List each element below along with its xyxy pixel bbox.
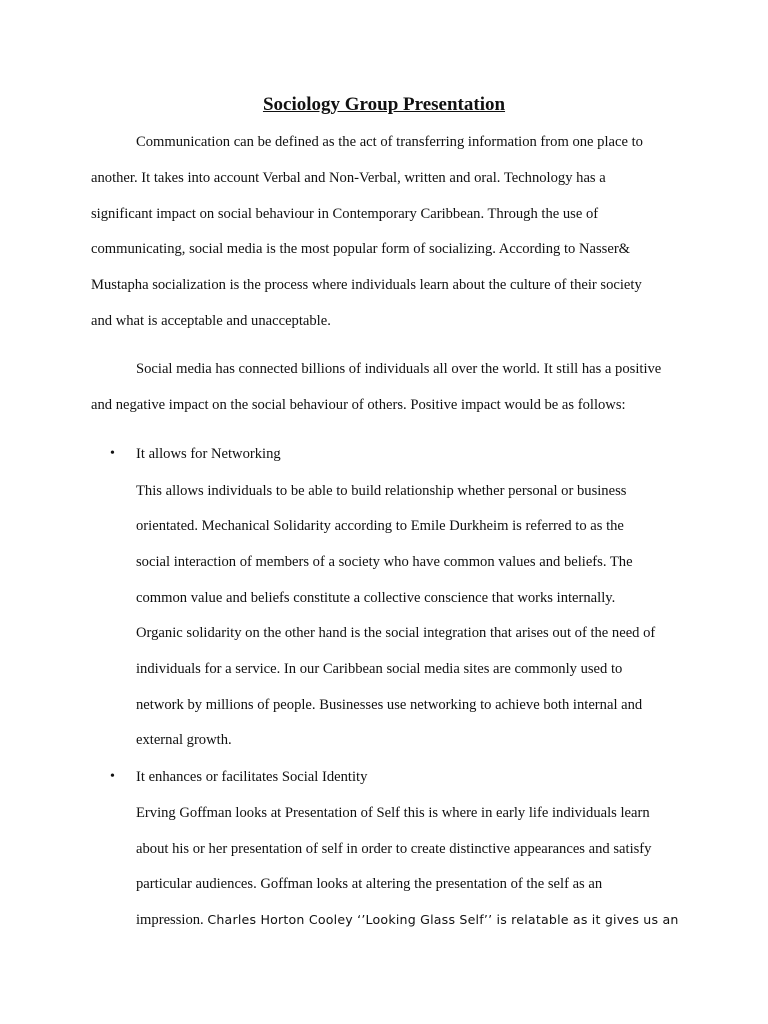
bullet-1-marker: •: [110, 446, 115, 461]
paragraph-1-line-3: significant impact on social behaviour in Contemporary Caribbean. Through the use of: [91, 206, 599, 222]
bullet-1-line-1: This allows individuals to be able to build relationship whether personal or business: [136, 483, 627, 499]
bullet-1-line-5: Organic solidarity on the other hand is the social integration that arises out of the need of: [136, 625, 656, 641]
bullet-2-heading: It enhances or facilitates Social Identity: [136, 769, 368, 785]
bullet-1-line-7: network by millions of people. Businesses use networking to achieve both internal and: [136, 697, 643, 713]
bullet-1-line-4: common value and beliefs constitute a collective conscience that works internally.: [136, 590, 616, 606]
document-title: Sociology Group Presentation: [262, 94, 506, 115]
bullet-1-heading: It allows for Networking: [136, 446, 281, 462]
bullet-2-marker: •: [110, 769, 115, 784]
bullet-2-line-2: about his or her presentation of self in order to create distinctive appearances and satisfy: [136, 841, 652, 857]
paragraph-2-line-2: and negative impact on the social behaviour of others. Positive impact would be as follows:: [91, 397, 626, 413]
bullet-1-line-8: external growth.: [136, 732, 232, 748]
paragraph-1-line-5: Mustapha socialization is the process where individuals learn about the culture of their society: [91, 277, 642, 293]
bullet-2-line-4: [136, 910, 679, 930]
bullet-2-line-4-rest: Charles Horton Cooley ‘’Looking Glass Self’’ is relatable as it gives us an: [207, 912, 679, 927]
bullet-2-line-4-start: impression.: [136, 912, 204, 928]
bullet-1-line-3: social interaction of members of a society who have common values and beliefs. The: [136, 554, 633, 570]
paragraph-1-line-1: Communication can be defined as the act of transferring information from one place to: [136, 134, 643, 150]
paragraph-1-line-6: and what is acceptable and unacceptable.: [91, 313, 331, 329]
paragraph-2-line-1: Social media has connected billions of individuals all over the world. It still has a positive: [136, 361, 662, 377]
bullet-1-line-2: orientated. Mechanical Solidarity according to Emile Durkheim is referred to as the: [136, 518, 624, 534]
paragraph-1-line-4: communicating, social media is the most popular form of socializing. According to Nasser&: [91, 241, 631, 257]
bullet-2-line-3: particular audiences. Goffman looks at altering the presentation of the self as an: [136, 876, 603, 892]
bullet-1-line-6: individuals for a service. In our Caribbean social media sites are commonly used to: [136, 661, 623, 677]
paragraph-1-line-2: another. It takes into account Verbal and Non-Verbal, written and oral. Technology has a: [91, 170, 606, 186]
bullet-2-line-1: Erving Goffman looks at Presentation of Self this is where in early life individuals learn: [136, 805, 650, 821]
